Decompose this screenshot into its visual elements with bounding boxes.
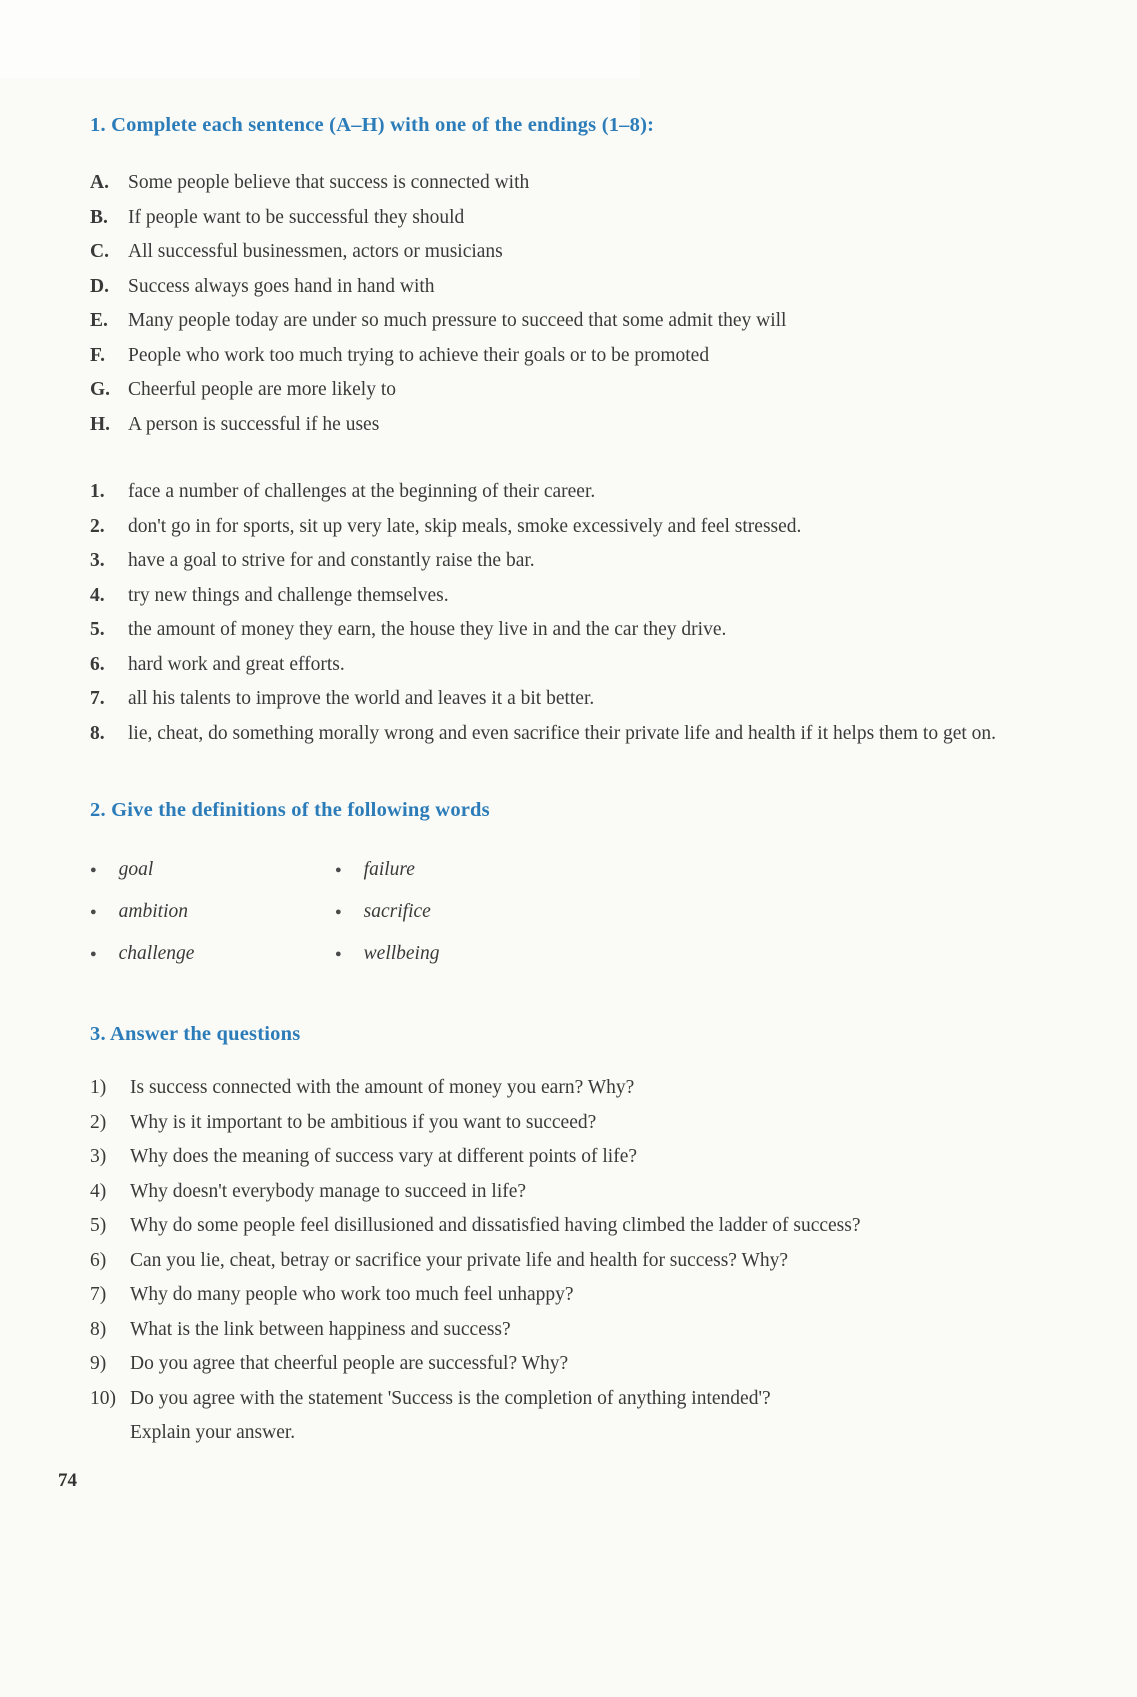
- question-label: 3): [90, 1146, 107, 1167]
- item-text: lie, cheat, do something morally wrong and even sacrifice their private life and health if it helps them to get on.: [128, 722, 997, 744]
- bullet-icon: ●: [90, 948, 97, 960]
- list-item: [90, 408, 1021, 443]
- question-text: Why do some people feel disillusioned and dissatisfied having climbed the ladder of success?: [130, 1215, 861, 1236]
- question-text: What is the link between happiness and success?: [130, 1318, 511, 1340]
- question-item: [90, 1347, 1021, 1382]
- sentence-endings-list: [90, 475, 1021, 751]
- item-text: face a number of challenges at the beginning of their career.: [128, 481, 596, 502]
- item-label: 6.: [90, 653, 105, 675]
- question-list: [90, 1071, 1021, 1451]
- item-text: Success always goes hand in hand with: [128, 275, 435, 297]
- list-item: [90, 235, 1021, 270]
- item-label: 8.: [90, 722, 105, 744]
- question-item: [90, 1106, 1021, 1141]
- question-item: [90, 1382, 1021, 1451]
- item-label: 3.: [90, 550, 105, 571]
- question-text: Is success connected with the amount of money you earn? Why?: [130, 1077, 635, 1098]
- item-text: Many people today are under so much pressure to succeed that some admit they will: [128, 310, 787, 331]
- vocab-item: [90, 893, 335, 931]
- exercise-1-title: 1. Complete each sentence (A–H) with one of the endings (1–8):: [90, 114, 655, 136]
- list-item: [90, 166, 1021, 201]
- item-label: E.: [90, 310, 108, 331]
- vocab-item: [90, 935, 335, 973]
- list-item: [90, 510, 1021, 545]
- item-text: Some people believe that success is connected with: [128, 172, 530, 193]
- item-label: 2.: [90, 515, 105, 537]
- vocab-word: challenge: [118, 943, 195, 964]
- vocab-word: sacrifice: [363, 901, 431, 922]
- list-item: [90, 682, 1021, 717]
- question-text: Do you agree that cheerful people are successful? Why?: [130, 1353, 569, 1374]
- item-label: H.: [90, 413, 111, 435]
- vocab-word: wellbeing: [363, 943, 440, 964]
- question-item: [90, 1140, 1021, 1175]
- list-item: [90, 717, 1021, 752]
- vocab-item: [90, 851, 335, 889]
- item-label: G.: [90, 379, 111, 400]
- list-item: [90, 373, 1021, 408]
- list-item: [90, 648, 1021, 683]
- item-label: F.: [90, 344, 105, 366]
- question-text: [130, 1382, 1021, 1451]
- question-item: [90, 1175, 1021, 1210]
- question-label: 4): [90, 1180, 107, 1202]
- list-item: [90, 579, 1021, 614]
- item-text: don't go in for sports, sit up very late, skip meals, smoke excessively and feel stressed.: [128, 515, 802, 537]
- question-item: [90, 1209, 1021, 1244]
- question-label: 6): [90, 1249, 107, 1271]
- bullet-icon: ●: [335, 948, 342, 960]
- exercise-1: [90, 112, 1021, 751]
- item-label: A.: [90, 172, 109, 193]
- question-label: 2): [90, 1111, 107, 1133]
- exercise-3-title: 3. Answer the questions: [90, 1023, 301, 1045]
- item-text: Cheerful people are more likely to: [128, 379, 397, 400]
- item-text: have a goal to strive for and constantly raise the bar.: [128, 550, 535, 571]
- list-item: [90, 304, 1021, 339]
- question-label: 9): [90, 1353, 107, 1374]
- item-label: 4.: [90, 584, 105, 606]
- exercise-2: [90, 797, 1021, 973]
- question-text: Can you lie, cheat, betray or sacrifice your private life and health for success? Why?: [130, 1249, 789, 1271]
- question-label: 7): [90, 1284, 107, 1305]
- vocab-item: [335, 851, 655, 889]
- question-text-line2: Explain your answer.: [130, 1422, 296, 1443]
- scan-artifact: [0, 0, 640, 78]
- item-label: B.: [90, 206, 108, 228]
- sentence-starts-list: [90, 166, 1021, 442]
- question-text: Why do many people who work too much feel unhappy?: [130, 1284, 574, 1305]
- list-item: [90, 613, 1021, 648]
- question-text: Why doesn't everybody manage to succeed in life?: [130, 1180, 527, 1202]
- question-label: 8): [90, 1318, 107, 1340]
- question-text: Why does the meaning of success vary at different points of life?: [130, 1146, 638, 1167]
- bullet-icon: ●: [335, 906, 342, 918]
- item-label: 1.: [90, 481, 105, 502]
- item-label: 5.: [90, 619, 105, 640]
- item-text: If people want to be successful they should: [128, 206, 465, 228]
- question-text-line1: Do you agree with the statement 'Success is the completion of anything intended'?: [130, 1387, 771, 1409]
- exercise-3: [90, 1021, 1021, 1451]
- list-item: [90, 339, 1021, 374]
- question-item: [90, 1278, 1021, 1313]
- question-label: 1): [90, 1077, 107, 1098]
- item-label: D.: [90, 275, 109, 297]
- vocab-item: [335, 935, 655, 973]
- question-item: [90, 1313, 1021, 1348]
- vocab-word: ambition: [118, 901, 188, 922]
- question-label: 5): [90, 1215, 107, 1236]
- question-item: [90, 1244, 1021, 1279]
- list-item: [90, 201, 1021, 236]
- vocab-item: [335, 893, 655, 931]
- question-item: [90, 1071, 1021, 1106]
- exercise-2-title: 2. Give the definitions of the following words: [90, 799, 490, 821]
- list-item: [90, 270, 1021, 305]
- bullet-icon: ●: [90, 864, 97, 876]
- list-item: [90, 544, 1021, 579]
- item-text: All successful businessmen, actors or musicians: [128, 241, 503, 262]
- item-label: 7.: [90, 688, 105, 709]
- item-text: the amount of money they earn, the house they live in and the car they drive.: [128, 619, 727, 640]
- vocabulary-grid: [90, 851, 1021, 973]
- list-item: [90, 475, 1021, 510]
- item-text: all his talents to improve the world and leaves it a bit better.: [128, 688, 595, 709]
- question-label: 10): [90, 1387, 116, 1409]
- item-label: C.: [90, 241, 109, 262]
- bullet-icon: ●: [90, 906, 97, 918]
- item-text: People who work too much trying to achieve their goals or to be promoted: [128, 344, 710, 366]
- vocab-word: goal: [118, 859, 154, 880]
- item-text: A person is successful if he uses: [128, 413, 380, 435]
- bullet-icon: ●: [335, 864, 342, 876]
- item-text: hard work and great efforts.: [128, 653, 345, 675]
- vocab-word: failure: [363, 859, 415, 880]
- item-text: try new things and challenge themselves.: [128, 584, 449, 606]
- page-number: 74: [58, 1470, 77, 1491]
- question-text: Why is it important to be ambitious if you want to succeed?: [130, 1111, 597, 1133]
